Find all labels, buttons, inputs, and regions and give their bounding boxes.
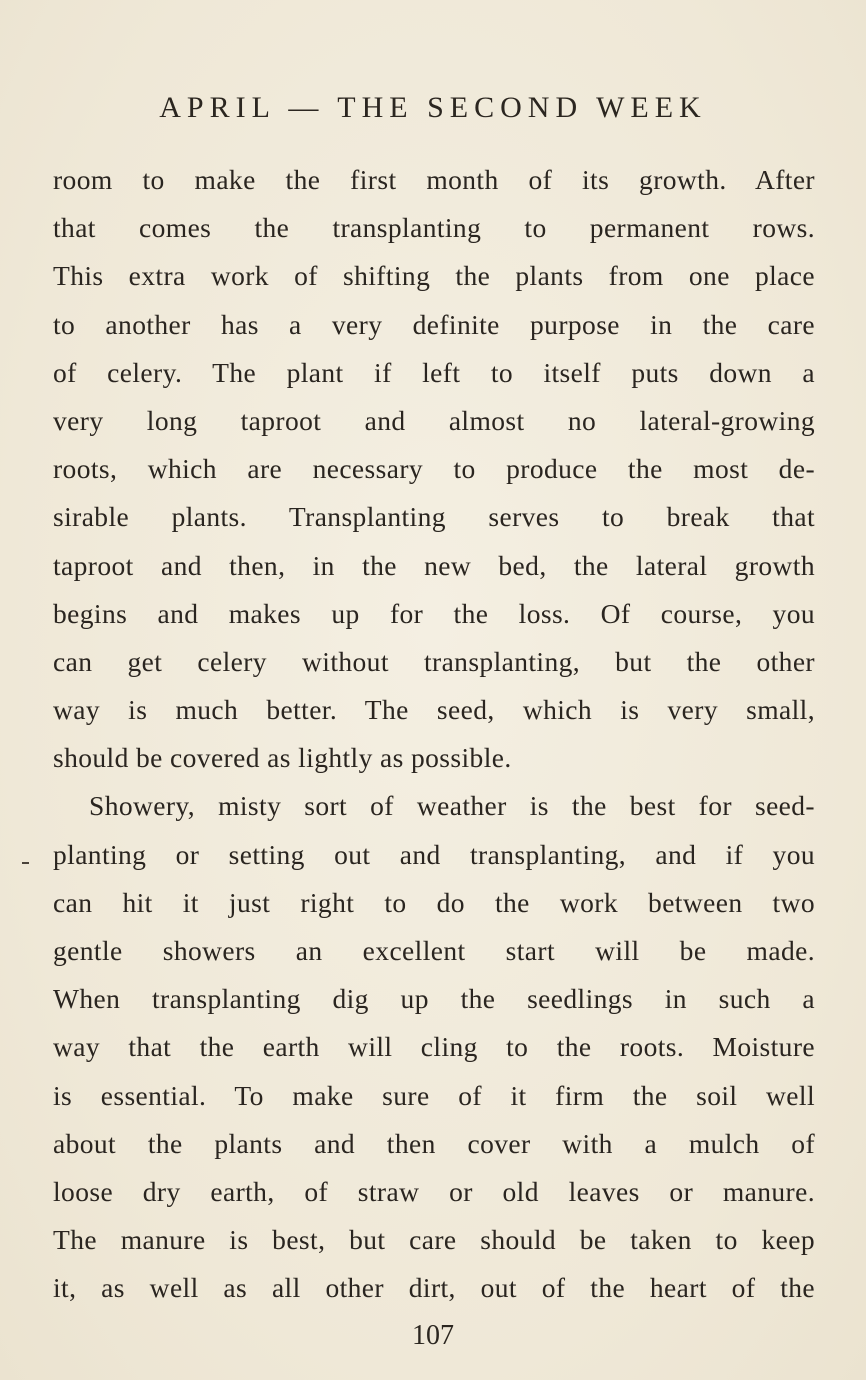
text-line: room to make the first month of its growth. After [53, 164, 815, 195]
page-number: 107 [412, 1320, 454, 1351]
text-line: to another has a very definite purpose in the care [53, 308, 815, 340]
text-line: about the plants and then cover with a mulch of [53, 1127, 815, 1159]
text-line: roots, which are necessary to produce the most de- [53, 453, 815, 485]
text-line: gentle showers an excellent start will be made. [53, 935, 815, 966]
text-line: way is much better. The seed, which is very small, [53, 694, 815, 726]
text-line: can hit it just right to do the work between two [53, 886, 815, 918]
text-line: of celery. The plant if left to itself puts down a [53, 356, 815, 388]
text-line: planting or setting out and transplanting, and if you [53, 838, 815, 870]
text-line: should be covered as lightly as possible. [53, 742, 512, 774]
margin-mark [22, 862, 29, 864]
text-line: very long taproot and almost no lateral-growing [53, 404, 815, 436]
body-text [53, 156, 815, 1313]
running-header: APRIL — THE SECOND WEEK [159, 91, 707, 124]
text-line: can get celery without transplanting, but the other [53, 645, 815, 677]
text-line: The manure is best, but care should be taken to keep [53, 1224, 815, 1256]
text-line: that comes the transplanting to permanent rows. [53, 212, 815, 244]
text-line: sirable plants. Transplanting serves to break that [53, 501, 815, 533]
text-line: loose dry earth, of straw or old leaves or manure. [53, 1175, 815, 1207]
text-line: taproot and then, in the new bed, the lateral growth [53, 549, 815, 581]
text-line: This extra work of shifting the plants from one place [53, 260, 815, 292]
text-line: begins and makes up for the loss. Of course, you [53, 597, 815, 629]
text-line: When transplanting dig up the seedlings in such a [53, 983, 815, 1015]
text-line: is essential. To make sure of it firm the soil well [53, 1079, 815, 1111]
text-line: it, as well as all other dirt, out of the heart of the [53, 1272, 815, 1304]
paragraph-start-line: Showery, misty sort of weather is the best for seed- [89, 790, 815, 822]
text-line: way that the earth will cling to the roots. Moisture [53, 1031, 815, 1063]
